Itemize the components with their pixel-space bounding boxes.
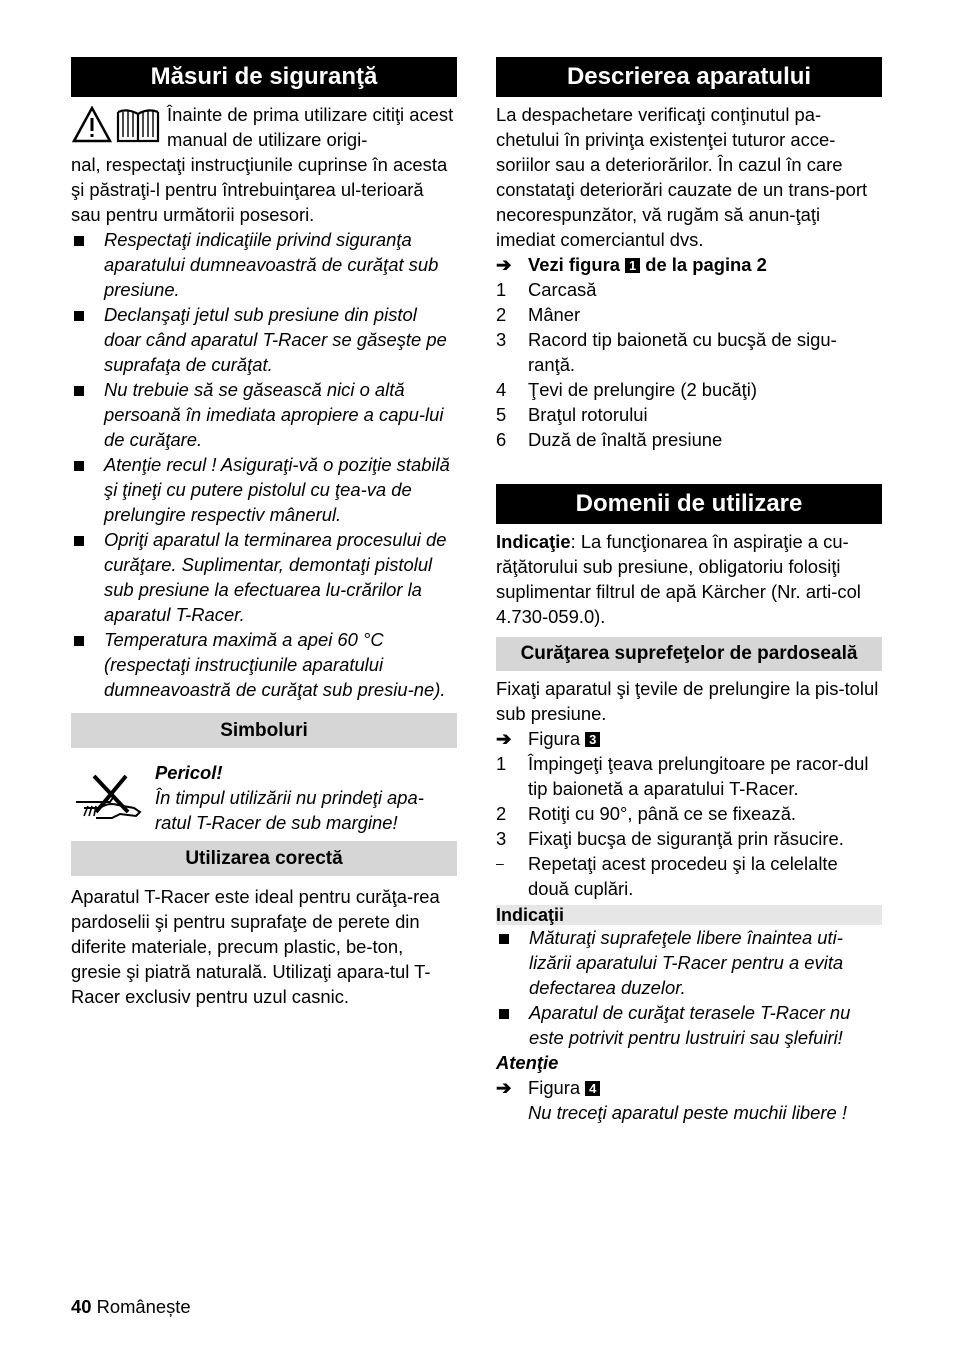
part-item: 5 Braţul rotorului	[496, 404, 648, 425]
danger-notice	[71, 758, 457, 841]
bullet-square-icon	[74, 536, 84, 546]
bullet-square-icon	[74, 636, 84, 646]
description-text: La despachetare verificaţi conţinutul pa-chetului în privinţa existenţei tuturor acce-soriilor sau a deteriorărilor. În cazul în care constataţi deteriorări cauzate de un trans-port necorespunzător, vă rugăm să anun-ţaţi imediat comerciantul dvs.	[496, 104, 868, 250]
arrow-right-icon: ➔	[496, 728, 512, 749]
usage-heading: Domenii de utilizare	[496, 484, 882, 524]
attention-text: Nu treceţi aparatul peste muchii libere !	[528, 1102, 847, 1123]
step-item: 2 Rotiţi cu 90°, până ce se fixează.	[496, 803, 797, 824]
safety-item: Respectaţi indicaţiile privind siguranţa aparatului dumneavoastră de curăţat sub presiune.	[71, 227, 457, 302]
safety-list	[71, 227, 457, 702]
warning-manual-icon	[72, 106, 160, 144]
arrow-right-icon: ➔	[496, 1077, 512, 1098]
indications-heading: Indicaţii	[496, 905, 882, 925]
intended-use-text: Aparatul T-Racer este ideal pentru curăţa-rea pardoselii şi pentru suprafaţe de perete din diferite materiale, precum plastic, be-ton, gresie şi piatră naturală. Utilizaţi apara-tul T-Racer exclusiv pentru uzul casnic.	[71, 886, 440, 1007]
safety-heading: Măsuri de siguranţă	[71, 57, 457, 97]
assembly-steps	[496, 751, 882, 901]
intended-use-heading: Utilizarea corectă	[71, 841, 457, 876]
parts-list	[496, 277, 882, 452]
part-item: 4 Ţevi de prelungire (2 bucăţi)	[496, 379, 757, 400]
symbols-heading: Simboluri	[71, 713, 457, 748]
figure-4-line: ➔ Figura 4	[496, 1075, 882, 1100]
page-number: 40	[71, 1296, 92, 1317]
figure-number-badge: 1	[625, 258, 640, 273]
danger-label: Pericol!	[155, 762, 223, 783]
footer-language: Românește	[96, 1296, 191, 1317]
see-figure-line: ➔ Vezi figura 1 de la pagina 2	[496, 254, 767, 275]
left-column	[71, 57, 457, 1009]
part-item: 1 Carcasă	[496, 279, 597, 300]
step-item: – Repetaţi acest procedeu şi la celelalte două cuplări.	[496, 853, 838, 899]
figure-number-badge: 4	[585, 1081, 600, 1096]
bullet-square-icon	[74, 236, 84, 246]
bullet-square-icon	[74, 461, 84, 471]
page-footer	[71, 1294, 191, 1319]
hand-danger-icon	[74, 772, 146, 822]
figure-number-badge: 3	[585, 732, 600, 747]
safety-item: Atenţie recul ! Asiguraţi-vă o poziţie stabilă şi ţineţi cu putere pistolul cu ţea-va de prelungire respectiv mânerul.	[71, 452, 457, 527]
safety-item: Opriţi aparatul la terminarea procesului de curăţare. Suplimentar, demontaţi pistolul sub presiune la efectuarea lu-crărilor la aparatul T-Racer.	[71, 527, 457, 627]
indications-list	[496, 925, 882, 1050]
bullet-square-icon	[499, 1009, 509, 1019]
arrow-right-icon: ➔	[496, 254, 512, 275]
right-column	[496, 57, 882, 1125]
bullet-square-icon	[499, 934, 509, 944]
safety-intro-rest: nal, respectaţi instrucţiunile cuprinse în acesta şi păstraţi-l pentru întrebuinţarea ul-terioară sau pentru următorii posesori.	[71, 154, 448, 225]
usage-note: Indicaţie: La funcţionarea în aspiraţie a cu-răţătorului sub presiune, obligatoriu folosiţi suplimentar filtrul de apă Kärcher (Nr. arti-col 4.730-059.0).	[496, 531, 861, 627]
indication-item: Măturaţi suprafeţele libere înaintea uti-lizării aparatului T-Racer pentru a evita defectarea duzelor.	[496, 925, 882, 1000]
safety-intro	[71, 102, 457, 227]
safety-intro-first: Înainte de prima utilizare citiţi acest manual de utilizare origi-	[167, 104, 454, 150]
part-item: 2 Mâner	[496, 304, 581, 325]
safety-item: Declanşaţi jetul sub presiune din pistol doar când aparatul T-Racer se găseşte pe suprafaţa de curăţat.	[71, 302, 457, 377]
danger-text: În timpul utilizării nu prindeţi apa-ratul T-Racer de sub margine!	[155, 787, 424, 833]
part-item: 3 Racord tip baionetă cu bucşă de sigu-ranţă.	[496, 329, 837, 375]
part-item: 6 Duză de înaltă presiune	[496, 429, 723, 450]
attention-label: Atenţie	[496, 1052, 559, 1073]
indication-item: Aparatul de curăţat terasele T-Racer nu este potrivit pentru lustruiri sau şlefuiri!	[496, 1000, 882, 1050]
description-heading: Descrierea aparatului	[496, 57, 882, 97]
step-item: 3 Fixaţi bucşa de siguranţă prin răsucire.	[496, 828, 844, 849]
bullet-square-icon	[74, 311, 84, 321]
safety-item: Nu trebuie să se găsească nici o altă persoană în imediata apropiere a capu-lui de curăţare.	[71, 377, 457, 452]
bullet-square-icon	[74, 386, 84, 396]
step-item: 1 Împingeţi ţeava prelungitoare pe racor-dul tip baionetă a aparatului T-Racer.	[496, 753, 869, 799]
figure-3-line: ➔ Figura 3	[496, 726, 882, 751]
floor-cleaning-text: Fixaţi aparatul şi ţevile de prelungire la pis-tolul sub presiune.	[496, 678, 879, 724]
floor-cleaning-heading: Curăţarea suprefeţelor de pardoseală	[496, 637, 882, 671]
safety-item: Temperatura maximă a apei 60 °C (respectaţi instrucţiunile aparatului dumneavoastră de curăţat sub presiu-ne).	[71, 627, 457, 702]
